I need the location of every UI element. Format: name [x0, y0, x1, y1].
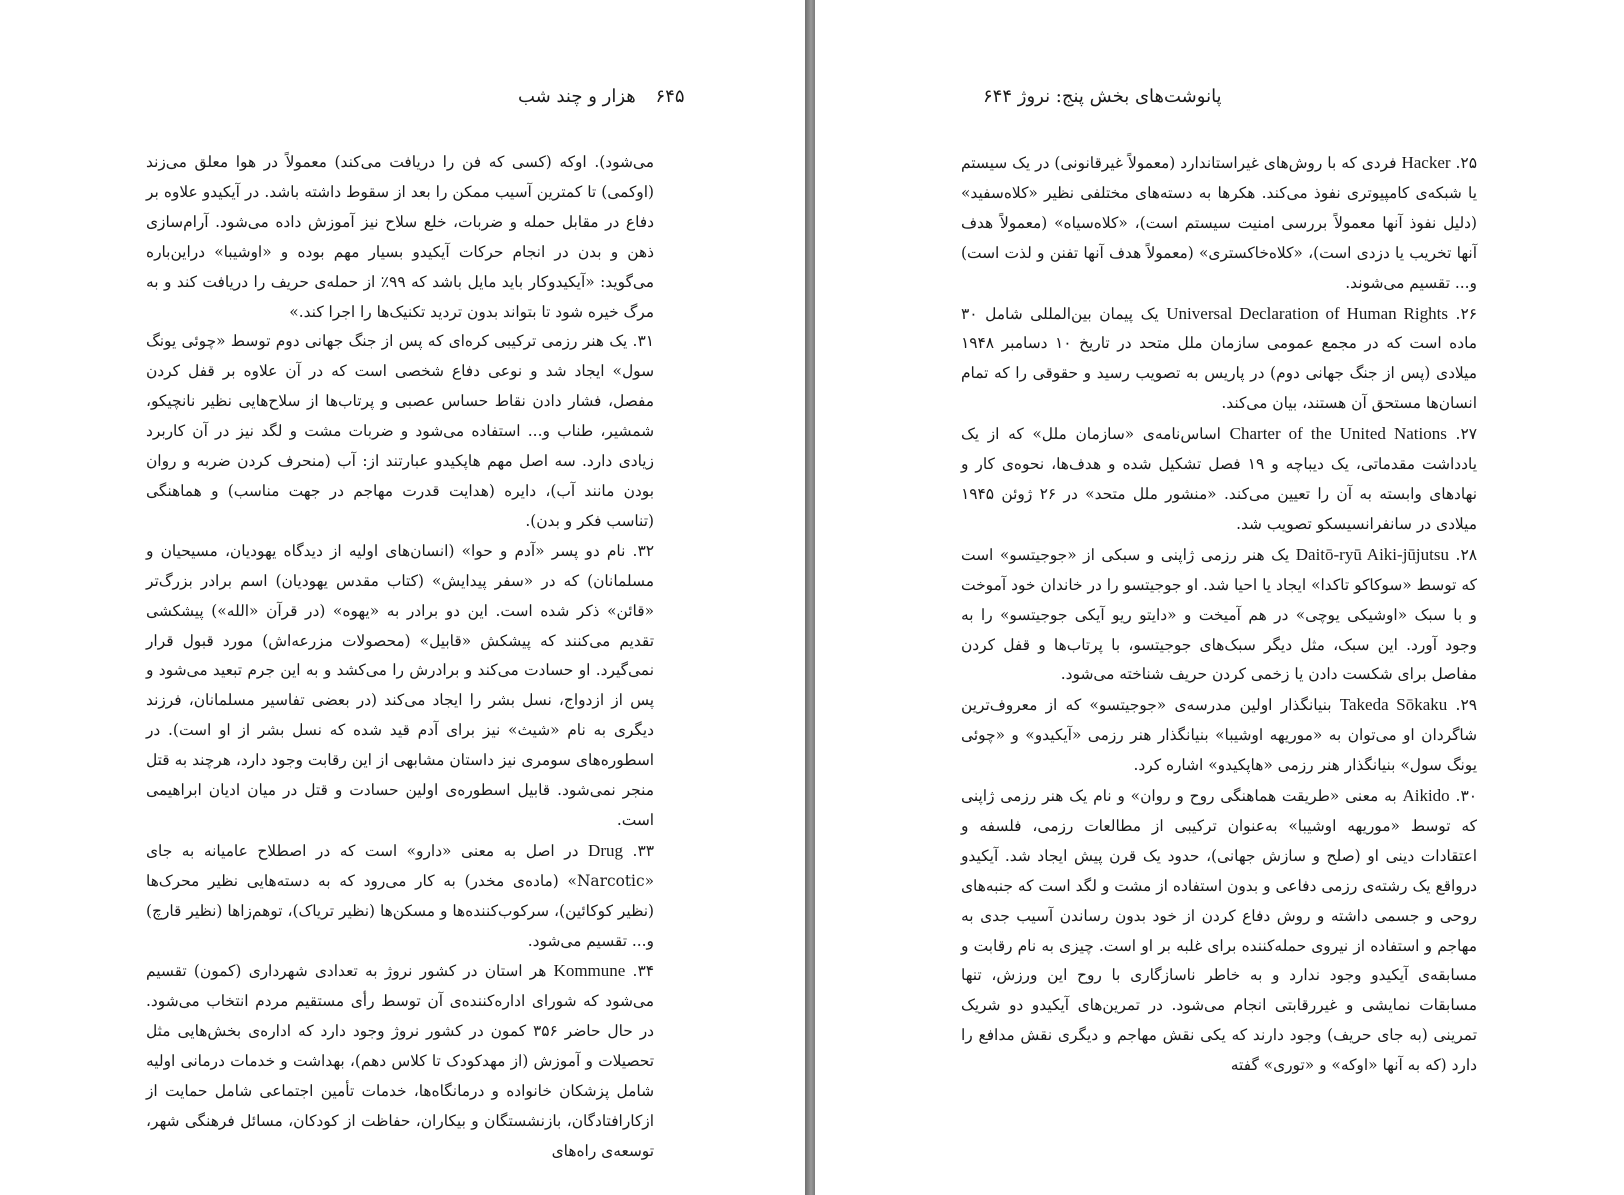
footnote-text: نام دو پسر «آدم و حوا» (انسان‌های اولیه از دیدگاه یهودیان، مسیحیان و مسلمانان) که در «سفر پیدایش» (کتاب مقدس یهودیان) اسم برادر بزرگ‌تر «قائن» ذکر شده است. این دو برادر به «یهوه» (در قرآن «الله») پیشکشی تقدیم می‌کنند که پیشکش «قابیل» (محصولات مزرعه‌اش) مورد قبول قرار نمی‌گیرد. او حسادت می‌کند و برادرش را می‌کشد و به این جرم تبعید می‌شود و پس از ازدواج، نسل بشر را ایجاد می‌کند (در بعضی تفاسیر مسلمانان، فرزند دیگری به نام «شیث» نیز برای آدم قید شده که نسل بشر از او است). در اسطوره‌های سومری نیز داستان مشابهی از این رقابت وجود دارد، هرچند به قتل منجر نمی‌شود. قابیل اسطوره‌ی اولین حسادت و قتل در میان ادیان ابراهیمی است.: [146, 541, 654, 829]
footnote-term: Kommune: [553, 961, 626, 981]
footnote-number: ۲۵.: [1455, 154, 1477, 172]
footnote-term: Takeda Sōkaku: [1339, 695, 1448, 715]
footnote-number: ۳۱.: [632, 332, 654, 351]
footnote-30: [961, 781, 1477, 1081]
footnote-number: ۲۶.: [1455, 304, 1477, 323]
left-page-header: [518, 86, 685, 107]
footnote-32: [146, 537, 654, 836]
right-page-number: ۶۴۴: [983, 86, 1013, 107]
right-page: [815, 0, 1624, 1195]
footnote-term: Hacker: [1401, 153, 1451, 172]
footnote-26: [961, 299, 1477, 420]
footnote-number: ۳۲.: [632, 541, 654, 560]
footnote-34: [146, 956, 654, 1166]
left-page: [0, 0, 805, 1195]
left-page-body: [146, 148, 654, 1167]
footnote-number: ۳۳.: [632, 841, 654, 860]
footnote-text: یک هنر رزمی ژاپنی و سبکی از «جوجیتسو» است که توسط «سوکاکو تاکدا» ایجاد یا احیا شد. او جوجیتسو را در خاندان خود آموخت و با سبک «اوشیکی یوچی» در هم آمیخت و «دایتو ریو آیکی جوجیتسو» را به وجود آورد. این سبک، مثل دیگر سبک‌های جوجیتسو، با پرتاب‌ها و قفل کردن مفاصل برای شکست دادن یا زخمی کردن حریف شناخته می‌شود.: [961, 545, 1477, 684]
footnote-continuation: [146, 148, 654, 327]
footnote-28: [961, 540, 1477, 691]
footnote-text: می‌شود). اوکه (کسی که فن را دریافت می‌کند) معمولاً در هوا معلق می‌زند (اوکمی) تا کمترین آسیب ممکن را بعد از سقوط داشته باشد. در آیکیدو علاوه بر دفاع در مقابل حمله و ضربات، خلع سلاح نیز آموزش داده می‌شود. آرام‌سازی ذهن و بدن در انجام حرکات آیکیدو بسیار مهم بوده و «اوشیبا» دراین‌باره می‌گوید: «آیکیدوکار باید مایل باشد که ۹۹٪ از حمله‌ی حریف را دریافت کند و به مرگ خیره شود تا بتواند بدون تردید تکنیک‌ها را اجرا کند.»: [146, 153, 654, 321]
footnote-number: ۳۰.: [1455, 787, 1477, 806]
footnote-text: یک پیمان بین‌المللی شامل ۳۰ ماده است که در مجمع عمومی سازمان ملل متحد در تاریخ ۱۰ دسامبر ۱۹۴۸ میلادی (پس از جنگ جهانی دوم) در پاریس به تصویب رسید و حقوقی را که تمام انسان‌ها مستحق آن هستند، بیان می‌کند.: [961, 304, 1477, 413]
footnote-text: هر استان در کشور نروژ به تعدادی شهرداری (کمون) تقسیم می‌شود که شورای اداره‌کننده‌ی آن توسط رأی مستقیم مردم انتخاب می‌شود. در حال حاضر ۳۵۶ کمون در کشور نروژ وجود دارد که اداره‌ی بخش‌هایی مثل تحصیلات و آموزش (از مهدکودک تا کلاس دهم)، بهداشت و خدمات درمانی اولیه شامل پزشکان خانواده و درمانگاه‌ها، خدمات تأمین اجتماعی شامل حمایت از ازکارافتادگان، بازنشستگان و بیکاران، حفاظت از کودکان، مسائل فرهنگی شهر، توسعه‌ی راه‌های: [146, 962, 654, 1160]
book-gutter: [805, 0, 815, 1195]
footnote-text: یک هنر رزمی ترکیبی کره‌ای که پس از جنگ جهانی دوم توسط «چوئی یونگ سول» ایجاد شد و نوعی دفاع شخصی است که در آن علاوه بر قفل کردن مفصل، فشار دادن نقاط حساس عصبی و پرتاب‌ها از سلاح‌هایی نظیر نانچیکو، شمشیر، طناب و... استفاده می‌شود و ضربات مشت و لگد نیز در آن کاربرد زیادی دارد. سه اصل مهم هاپکیدو عبارتند از: آب (منحرف کردن ضربه و روان بودن مانند آب)، دایره (هدایت قدرت مهاجم در جهت مناسب) و هماهنگی (تناسب فکر و بدن).: [146, 332, 654, 530]
right-page-body: [961, 148, 1477, 1081]
footnote-33: [146, 836, 654, 957]
footnote-text: در اصل به معنی «دارو» است که در اصطلاح عامیانه به جای «Narcotic» (ماده‌ی مخدر) به کار می‌رود که به دسته‌هایی نظیر محرک‌ها (نظیر کوکائین)، سرکوب‌کننده‌ها و مسکن‌ها (نظیر تریاک)، توهم‌زاها (نظیر قارچ) و... تقسیم می‌شود.: [146, 841, 654, 950]
footnote-text: اساس‌نامه‌ی «سازمان ملل» که از یک یادداشت مقدماتی، یک دیباچه و ۱۹ فصل تشکیل شده و هدف‌ها، نحوه‌ی کار و نهادهای وابسته به آن را تعیین می‌کند. «منشور ملل متحد» در ۲۶ ژوئن ۱۹۴۵ میلادی در سانفرانسیسکو تصویب شد.: [961, 425, 1477, 533]
footnote-number: ۲۷.: [1455, 425, 1477, 444]
footnote-text: فردی که با روش‌های غیراستاندارد (معمولاً غیرقانونی) در یک سیستم یا شبکه‌ی کامپیوتری نفوذ می‌کند. هکرها به دسته‌های مختلفی نظیر «کلاه‌سفید» (دلیل نفوذ آنها معمولاً بررسی امنیت سیستم است)، «کلاه‌سیاه» (معمولاً هدف آنها تخریب یا دزدی است)، «کلاه‌خاکستری» (معمولاً هدف آنها تفنن و لذت است) و... تقسیم می‌شوند.: [961, 154, 1477, 292]
footnote-text: بنیانگذار اولین مدرسه‌ی «جوجیتسو» که از معروف‌ترین شاگردان او می‌توان به «موریهه اوشیبا» بنیانگذار هنر رزمی «آیکیدو» و «چوئی یونگ سول» بنیانگذار هنر رزمی «هاپکیدو» اشاره کرد.: [961, 696, 1477, 775]
right-running-title: پانوشت‌های بخش پنج: نروژ: [1017, 86, 1222, 107]
footnote-number: ۳۴.: [632, 962, 654, 981]
footnote-term: Drug: [588, 840, 623, 860]
right-page-header: [969, 86, 1222, 107]
footnote-27: [961, 419, 1477, 540]
footnote-term: Charter of the United Nations: [1229, 424, 1447, 444]
footnote-text: به معنی «طریقت هماهنگی روح و روان» و نام یک هنر رزمی ژاپنی که توسط «موریهه اوشیبا» به‌عنوان ترکیبی از مطالعات رزمی، فلسفه و اعتقادات دینی او (صلح و سازش جهانی)، حدود یک قرن پیش ایجاد شد. آیکیدو درواقع یک رشته‌ی رزمی دفاعی و بدون استفاده از مشت و لگد است که جنبه‌های روحی و جسمی داشته و روش دفاع کردن از خود بدون رساندن آسیب جدی به مهاجم و استفاده از نیروی حمله‌کننده برای غلبه بر او است. چیزی به نام رقابت و مسابقه‌ی آیکیدو وجود ندارد و به خاطر ناسازگاری با روح این ورزش، تنها مسابقات نمایشی و غیررقابتی انجام می‌شود. در تمرین‌های آیکیدو دو شریک تمرینی (به جای حریف) وجود دارند که یکی نقش مهاجم و دیگری نقش مدافع را دارد (که به آنها «اوکه» و «توری» گفته: [961, 787, 1477, 1075]
footnote-term: Universal Declaration of Human Rights: [1166, 303, 1448, 323]
left-running-title: هزار و چند شب: [518, 86, 636, 107]
footnote-31: [146, 327, 654, 536]
left-page-number: ۶۴۵: [655, 86, 685, 107]
footnote-29: [961, 690, 1477, 781]
footnote-number: ۲۸.: [1455, 545, 1477, 564]
footnote-number: ۲۹.: [1455, 696, 1477, 715]
footnote-25: [961, 148, 1477, 299]
footnote-term: Daitō-ryū Aiki-jūjutsu: [1295, 544, 1449, 564]
footnote-term: Aikido: [1402, 786, 1450, 806]
